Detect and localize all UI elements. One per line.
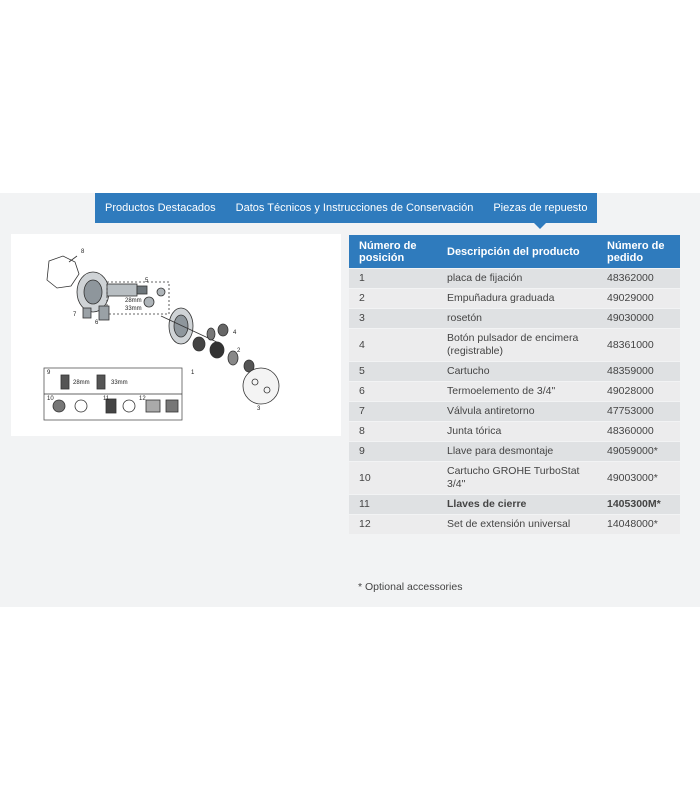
cell-order-number: 14048000* — [597, 515, 680, 534]
table-row — [349, 462, 680, 494]
callout-1: 1 — [191, 370, 195, 376]
header-position: Número de posición — [349, 235, 437, 268]
cell-position: 8 — [349, 422, 437, 441]
tab-bar — [95, 193, 597, 223]
cell-description: Cartucho — [437, 362, 597, 381]
cell-position: 12 — [349, 515, 437, 534]
cell-position: 1 — [349, 269, 437, 288]
spare-parts-table — [349, 234, 680, 535]
cell-position: 3 — [349, 309, 437, 328]
dim-label: 28mm — [73, 380, 90, 386]
callout-6: 6 — [95, 320, 99, 326]
callout-9: 9 — [47, 370, 51, 376]
cell-position: 7 — [349, 402, 437, 421]
table-row — [349, 289, 680, 308]
callout-7: 7 — [73, 312, 77, 318]
cell-description: placa de fijación — [437, 269, 597, 288]
cell-order-number: 48362000 — [597, 269, 680, 288]
table-row — [349, 309, 680, 328]
callout-5: 5 — [145, 278, 149, 284]
cell-order-number: 1405300M* — [597, 495, 680, 514]
cell-description: Llave para desmontaje — [437, 442, 597, 461]
cell-order-number: 49029000 — [597, 289, 680, 308]
cell-order-number: 47753000 — [597, 402, 680, 421]
callout-8: 8 — [81, 249, 85, 255]
rosette-part — [243, 368, 279, 404]
optional-accessories-note: * Optional accessories — [358, 581, 463, 593]
table-row — [349, 329, 680, 361]
cell-position: 4 — [349, 329, 437, 361]
tab-piezas-de-repuesto[interactable]: Piezas de repuesto — [483, 193, 597, 223]
cell-position: 9 — [349, 442, 437, 461]
cell-order-number: 49003000* — [597, 462, 680, 494]
header-description: Descripción del producto — [437, 235, 597, 268]
cell-position: 11 — [349, 495, 437, 514]
cell-order-number: 49028000 — [597, 382, 680, 401]
cell-order-number: 49030000 — [597, 309, 680, 328]
cell-order-number: 48360000 — [597, 422, 680, 441]
table-row — [349, 382, 680, 401]
table-body — [349, 269, 680, 534]
table-row — [349, 495, 680, 514]
callout-2: 2 — [237, 348, 241, 354]
table-row — [349, 362, 680, 381]
cell-order-number: 48359000 — [597, 362, 680, 381]
table-row — [349, 422, 680, 441]
callout-3: 3 — [257, 406, 261, 412]
cell-position: 2 — [349, 289, 437, 308]
callout-10: 10 — [47, 396, 54, 402]
cell-description: Válvula antiretorno — [437, 402, 597, 421]
table-row — [349, 442, 680, 461]
valve-part — [99, 306, 109, 320]
cell-description: Termoelemento de 3/4" — [437, 382, 597, 401]
header-order-number: Número de pedido — [597, 235, 680, 268]
exploded-parts-diagram — [11, 234, 341, 436]
cell-description: Empuñadura graduada — [437, 289, 597, 308]
cell-description: rosetón — [437, 309, 597, 328]
cell-description: Junta tórica — [437, 422, 597, 441]
cell-description: Llaves de cierre — [437, 495, 597, 514]
table-row — [349, 515, 680, 534]
cell-description: Cartucho GROHE TurboStat 3/4" — [437, 462, 597, 494]
cell-description: Botón pulsador de encimera (registrable) — [437, 329, 597, 361]
table-row — [349, 402, 680, 421]
cell-order-number: 49059000* — [597, 442, 680, 461]
table-row — [349, 269, 680, 288]
dim-label: 33mm — [125, 306, 142, 312]
cell-position: 5 — [349, 362, 437, 381]
dim-label: 33mm — [111, 380, 128, 386]
cell-position: 10 — [349, 462, 437, 494]
cell-position: 6 — [349, 382, 437, 401]
callout-4: 4 — [233, 330, 237, 336]
cell-description: Set de extensión universal — [437, 515, 597, 534]
callout-11: 11 — [103, 396, 110, 402]
cell-order-number: 48361000 — [597, 329, 680, 361]
tab-datos-tecnicos[interactable]: Datos Técnicos y Instrucciones de Conservación — [235, 202, 474, 214]
seal-part — [47, 256, 79, 288]
parts-drawing — [11, 234, 341, 436]
table-header-row — [349, 235, 680, 268]
dim-label: 28mm — [125, 298, 142, 304]
callout-12: 12 — [139, 396, 146, 402]
tab-productos-destacados[interactable]: Productos Destacados — [105, 202, 216, 214]
